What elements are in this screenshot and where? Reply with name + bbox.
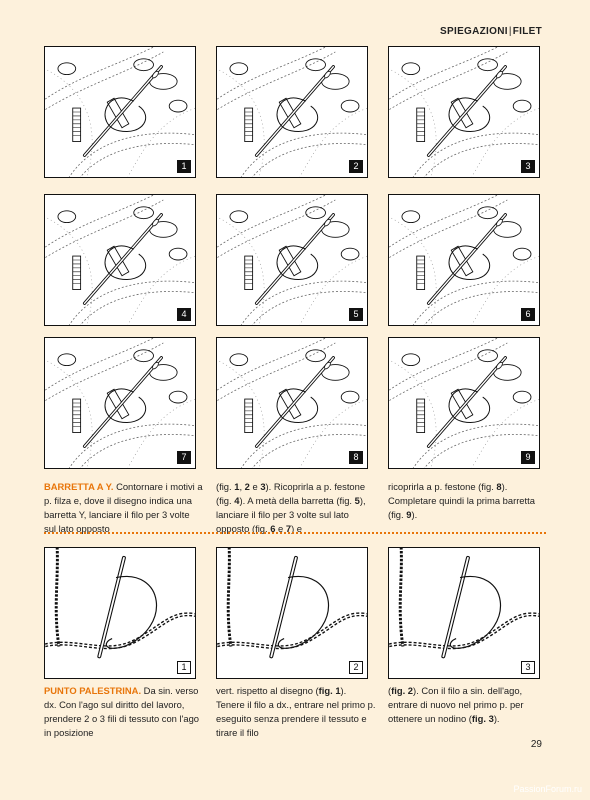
watermark: PassionForum.ru <box>513 784 582 794</box>
figure-number: 6 <box>521 308 535 321</box>
figure-number: 7 <box>177 451 191 464</box>
text-run: ). Tenere il filo a dx., entrare nel primo p. eseguito senza prendere il tessuto e tirare il filo <box>216 685 376 738</box>
text-run: ). Ricoprirla a p. festone (fig. <box>216 481 366 506</box>
fig-ref: 4 <box>234 495 240 506</box>
text-run: ( <box>388 685 392 696</box>
figure-number: 5 <box>349 308 363 321</box>
barretta-title: BARRETTA A Y. <box>44 481 114 492</box>
figure-barretta-3 <box>388 46 540 178</box>
figure-barretta-5 <box>216 194 368 326</box>
lace-illustration <box>45 338 195 468</box>
text-run: vert. rispetto al disegno ( <box>216 685 319 696</box>
text-run: ) e <box>291 523 303 534</box>
figure-number: 1 <box>177 160 191 173</box>
figure-palestrina-2 <box>216 547 368 679</box>
text-run: ). A metà della barretta (fig. <box>239 495 355 506</box>
figure-number: 2 <box>349 160 363 173</box>
fig-ref: 5 <box>354 495 360 506</box>
figure-barretta-9 <box>388 337 540 469</box>
text-run: ). <box>493 713 500 724</box>
figure-number: 8 <box>349 451 363 464</box>
lace-illustration <box>389 195 539 325</box>
stitch-illustration <box>389 548 539 678</box>
topic-label: FILET <box>512 26 542 37</box>
section-label: SPIEGAZIONI <box>440 26 508 37</box>
lace-illustration <box>217 195 367 325</box>
text-run: ), lanciare il filo per 3 volte sul lato opposto (fig. <box>216 495 366 534</box>
stitch-illustration <box>217 548 367 678</box>
text-run: ricoprirla a p. festone (fig. <box>388 481 497 492</box>
figure-number: 2 <box>349 661 363 674</box>
header-separator: | <box>508 26 512 37</box>
palestrina-text-col1 <box>44 684 204 740</box>
fig-ref: 1 <box>234 481 240 492</box>
text-run: e <box>249 481 261 492</box>
text-run: , <box>239 481 245 492</box>
lace-illustration <box>217 47 367 177</box>
figure-palestrina-1 <box>44 547 196 679</box>
palestrina-text-col2 <box>216 684 376 740</box>
figure-barretta-4 <box>44 194 196 326</box>
palestrina-text-col3 <box>388 684 548 726</box>
figure-palestrina-3 <box>388 547 540 679</box>
figure-number: 3 <box>521 661 535 674</box>
lace-illustration <box>217 338 367 468</box>
fig-ref: fig. 2 <box>391 685 414 696</box>
figure-barretta-1 <box>44 46 196 178</box>
fig-ref: 8 <box>496 481 502 492</box>
text-run: ). <box>411 509 418 520</box>
figure-number: 1 <box>177 661 191 674</box>
figure-number: 4 <box>177 308 191 321</box>
lace-illustration <box>389 47 539 177</box>
palestrina-title: PUNTO PALESTRINA. <box>44 685 142 696</box>
fig-ref: 3 <box>260 481 266 492</box>
palestrina-paragraph-1: Da sin. verso dx. Con l'ago sul diritto del lavoro, prendere 2 o 3 fili di tessuto con l'ago in posizione <box>44 685 200 738</box>
lace-illustration <box>45 47 195 177</box>
figure-barretta-6 <box>388 194 540 326</box>
stitch-illustration <box>45 548 195 678</box>
fig-ref: 2 <box>244 481 250 492</box>
barretta-text-col1 <box>44 480 204 536</box>
figure-barretta-7 <box>44 337 196 469</box>
text-run: ). Completare quindi la prima barretta (fig. <box>388 481 535 520</box>
text-run: (fig. <box>216 481 235 492</box>
section-header <box>440 26 542 37</box>
fig-ref: 6 <box>270 523 276 534</box>
text-run: e <box>275 523 286 534</box>
figure-barretta-8 <box>216 337 368 469</box>
figure-number: 3 <box>521 160 535 173</box>
section-divider <box>44 532 546 534</box>
fig-ref: 9 <box>406 509 412 520</box>
lace-illustration <box>45 195 195 325</box>
lace-illustration <box>389 338 539 468</box>
fig-ref: fig. 1 <box>318 685 341 696</box>
text-run: ). Con il filo a sin. dell'ago, entrare di nuovo nel primo p. per ottenere un nodino ( <box>388 685 524 724</box>
barretta-text-col3 <box>388 480 548 522</box>
fig-ref: fig. 3 <box>471 713 494 724</box>
barretta-text-col2 <box>216 480 376 536</box>
barretta-paragraph-1: Contornare i motivi a p. filza e, dove il disegno indica una barretta Y, lanciare il filo per 3 volte sul lato opposto <box>44 481 203 534</box>
figure-barretta-2 <box>216 46 368 178</box>
figure-number: 9 <box>521 451 535 464</box>
fig-ref: 7 <box>285 523 292 534</box>
page-number: 29 <box>530 739 542 750</box>
